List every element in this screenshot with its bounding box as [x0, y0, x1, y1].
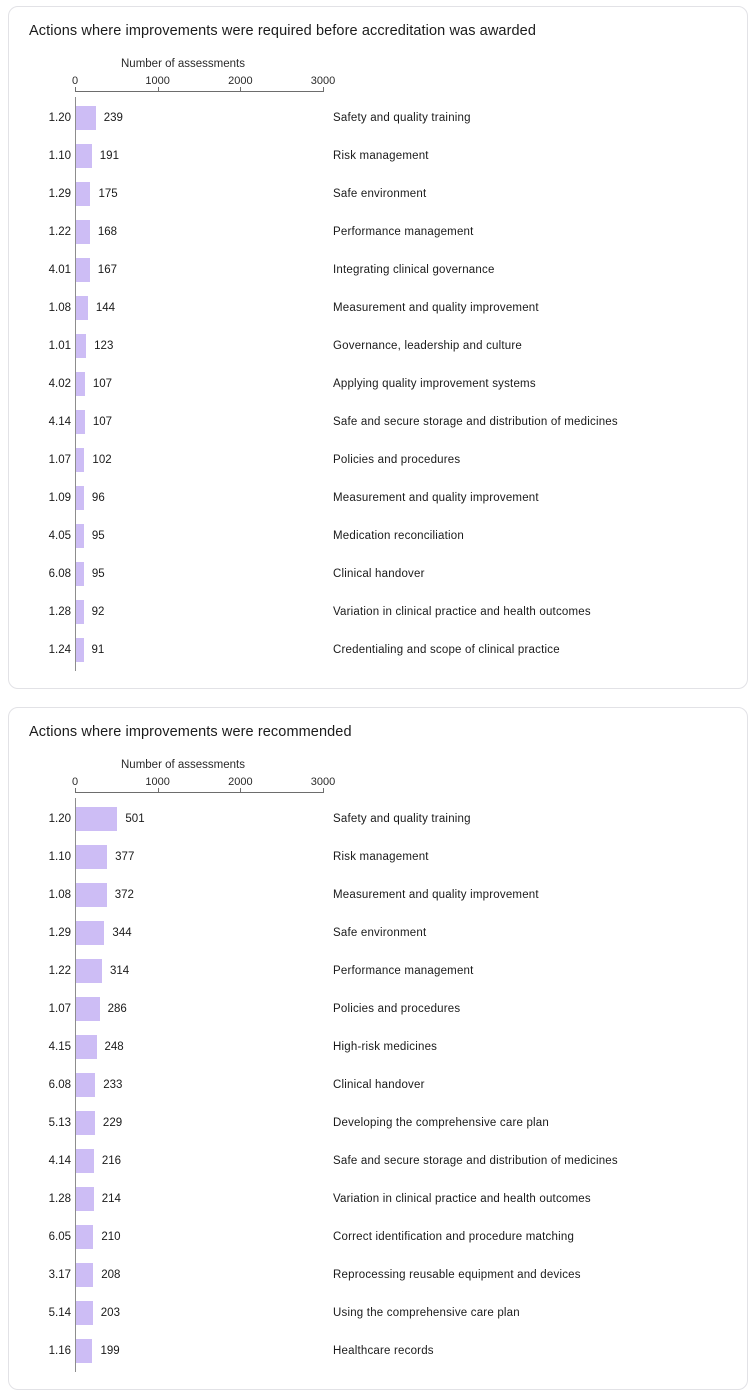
row-category-label: Measurement and quality improvement: [333, 889, 539, 901]
bar-value-label: 95: [91, 568, 105, 580]
x-axis-tick-label: 2000: [228, 75, 253, 87]
bar-row: [9, 1218, 747, 1256]
bar-value-label: 95: [91, 530, 105, 542]
bar: [76, 182, 90, 206]
row-code: 1.20: [48, 112, 71, 124]
bar-row: [9, 876, 747, 914]
bar: [76, 372, 85, 396]
bar: [76, 1339, 92, 1363]
bar-value-label: 314: [109, 965, 130, 977]
bar-value-label: 286: [107, 1003, 127, 1015]
row-category-label: Correct identification and procedure matching: [333, 1231, 575, 1243]
bar-track: [76, 448, 324, 472]
bar-value-label: 344: [112, 927, 132, 939]
bar-row: [9, 175, 747, 213]
bar-value-label: 377: [115, 851, 135, 863]
bar-value-label: 203: [100, 1307, 120, 1319]
bar-row: [9, 213, 747, 251]
x-axis-tick: [240, 87, 241, 92]
x-axis-title: Number of assessments: [121, 58, 245, 70]
bar: [76, 144, 92, 168]
bar: [76, 600, 84, 624]
row-code: 1.22: [48, 226, 71, 238]
bar-value-label: 123: [94, 340, 114, 352]
x-axis-tick-label: 3000: [310, 75, 336, 87]
bar-track: [76, 1263, 324, 1287]
panel-title: Actions where improvements were recommended: [29, 724, 352, 740]
row-code: 1.29: [48, 188, 71, 200]
row-code: 4.14: [48, 416, 71, 428]
bar: [76, 220, 90, 244]
bar-row: [9, 365, 747, 403]
row-category-label: Variation in clinical practice and health outcomes: [333, 1193, 591, 1205]
bar-track: [76, 1149, 324, 1173]
bar-track: [76, 997, 324, 1021]
bar-value-label: 167: [97, 264, 117, 276]
bar-row: [9, 631, 747, 669]
bar: [76, 258, 90, 282]
row-category-label: Measurement and quality improvement: [333, 492, 539, 504]
bar-row: [9, 800, 747, 838]
row-code: 1.09: [48, 492, 71, 504]
row-code: 1.10: [48, 150, 71, 162]
x-axis-tick: [75, 788, 76, 793]
row-code: 1.08: [48, 889, 71, 901]
bar: [76, 638, 84, 662]
bar: [76, 562, 84, 586]
row-code: 5.13: [48, 1117, 71, 1129]
bar-value-label: 248: [104, 1041, 124, 1053]
x-axis-tick-label: 0: [71, 776, 79, 788]
bar: [76, 921, 104, 945]
bar: [76, 296, 88, 320]
row-code: 4.14: [48, 1155, 71, 1167]
bar-row: [9, 403, 747, 441]
row-code: 6.08: [48, 1079, 71, 1091]
bar-row: [9, 1142, 747, 1180]
bar-row: [9, 327, 747, 365]
row-category-label: Medication reconciliation: [333, 530, 464, 542]
bar-value-label: 501: [125, 813, 145, 825]
bar-row: [9, 1104, 747, 1142]
bar-row: [9, 441, 747, 479]
bar-row: [9, 1180, 747, 1218]
row-category-label: Safe environment: [333, 927, 427, 939]
bar-track: [76, 258, 324, 282]
row-category-label: Risk management: [333, 851, 429, 863]
row-category-label: Healthcare records: [333, 1345, 434, 1357]
row-code: 6.08: [48, 568, 71, 580]
bar-value-label: 216: [101, 1155, 122, 1167]
bar: [76, 845, 107, 869]
bar-value-label: 91: [91, 644, 105, 656]
bar-track: [76, 334, 324, 358]
row-category-label: Performance management: [333, 226, 474, 238]
bar-row: [9, 479, 747, 517]
row-category-label: Variation in clinical practice and health outcomes: [333, 606, 591, 618]
bar-row: [9, 99, 747, 137]
x-axis-tick-label: 0: [71, 75, 79, 87]
chart-panel-recommended: [8, 707, 748, 1390]
bar: [76, 1225, 93, 1249]
row-category-label: Safety and quality training: [333, 813, 471, 825]
bar-row: [9, 1028, 747, 1066]
bar-value-label: 107: [92, 378, 113, 390]
row-category-label: Developing the comprehensive care plan: [333, 1117, 550, 1129]
row-category-label: Policies and procedures: [333, 454, 461, 466]
bar: [76, 1187, 94, 1211]
bar-value-label: 214: [101, 1193, 121, 1205]
bar-value-label: 233: [103, 1079, 123, 1091]
bar-track: [76, 845, 324, 869]
row-code: 1.20: [48, 813, 71, 825]
row-code: 4.02: [48, 378, 71, 390]
bar-value-label: 191: [99, 150, 119, 162]
bar-row: [9, 137, 747, 175]
bar: [76, 1149, 94, 1173]
bar-track: [76, 921, 324, 945]
bar: [76, 486, 84, 510]
row-code: 1.28: [48, 1193, 71, 1205]
bar-track: [76, 372, 324, 396]
bar-value-label: 175: [98, 188, 118, 200]
bar-value-label: 102: [92, 454, 112, 466]
bar-row: [9, 914, 747, 952]
bar: [76, 1035, 97, 1059]
row-category-label: Integrating clinical governance: [333, 264, 495, 276]
bar-value-label: 168: [97, 226, 118, 238]
row-category-label: High-risk medicines: [333, 1041, 438, 1053]
bar-value-label: 144: [95, 302, 116, 314]
bar: [76, 334, 86, 358]
bar-track: [76, 486, 324, 510]
row-category-label: Safe environment: [333, 188, 427, 200]
x-axis-tick-label: 3000: [310, 776, 336, 788]
bar-track: [76, 524, 324, 548]
bar-row: [9, 517, 747, 555]
bar-value-label: 199: [100, 1345, 120, 1357]
x-axis-tick-label: 2000: [228, 776, 253, 788]
bar-track: [76, 883, 324, 907]
x-axis-tick: [323, 788, 324, 793]
x-axis-tick: [75, 87, 76, 92]
bar-row: [9, 1294, 747, 1332]
row-category-label: Credentialing and scope of clinical practice: [333, 644, 560, 656]
bar-track: [76, 182, 324, 206]
y-axis-line: [75, 798, 76, 1372]
row-category-label: Clinical handover: [333, 568, 425, 580]
x-axis-line: [75, 792, 323, 793]
bar-track: [76, 638, 324, 662]
bar-row: [9, 1332, 747, 1370]
row-code: 3.17: [48, 1269, 71, 1281]
bar-track: [76, 410, 324, 434]
bar-track: [76, 807, 324, 831]
bar-row: [9, 593, 747, 631]
row-code: 1.22: [48, 965, 71, 977]
bar: [76, 106, 96, 130]
row-code: 1.10: [48, 851, 71, 863]
bar-row: [9, 555, 747, 593]
bar-track: [76, 220, 324, 244]
row-code: 1.28: [48, 606, 71, 618]
bar-track: [76, 1111, 324, 1135]
bar: [76, 883, 107, 907]
row-category-label: Risk management: [333, 150, 429, 162]
bar-track: [76, 562, 324, 586]
row-code: 1.24: [48, 644, 71, 656]
bar-track: [76, 296, 324, 320]
x-axis-tick: [158, 788, 159, 793]
bar-value-label: 210: [101, 1231, 121, 1243]
row-code: 4.05: [48, 530, 71, 542]
bar-value-label: 239: [103, 112, 123, 124]
bar-value-label: 107: [92, 416, 113, 428]
row-code: 4.01: [48, 264, 71, 276]
x-axis-line: [75, 91, 323, 92]
bar-row: [9, 251, 747, 289]
x-axis-tick: [158, 87, 159, 92]
bar-row: [9, 952, 747, 990]
bar-value-label: 96: [91, 492, 105, 504]
bar-value-label: 229: [102, 1117, 123, 1129]
row-category-label: Using the comprehensive care plan: [333, 1307, 520, 1319]
bar-track: [76, 1035, 324, 1059]
row-code: 1.29: [48, 927, 71, 939]
row-code: 1.08: [48, 302, 71, 314]
row-code: 4.15: [48, 1041, 71, 1053]
row-code: 1.16: [48, 1345, 71, 1357]
x-axis-title: Number of assessments: [121, 759, 245, 771]
row-category-label: Safe and secure storage and distribution of medicines: [333, 416, 618, 428]
bar: [76, 807, 117, 831]
row-code: 5.14: [48, 1307, 71, 1319]
row-category-label: Performance management: [333, 965, 474, 977]
bar-value-label: 372: [114, 889, 134, 901]
row-category-label: Measurement and quality improvement: [333, 302, 539, 314]
row-code: 1.07: [48, 1003, 71, 1015]
bar-track: [76, 1187, 324, 1211]
bar: [76, 997, 100, 1021]
bar: [76, 1111, 95, 1135]
bar-value-label: 208: [101, 1269, 121, 1281]
bar-track: [76, 959, 324, 983]
row-category-label: Governance, leadership and culture: [333, 340, 522, 352]
bar-track: [76, 1073, 324, 1097]
bar-track: [76, 106, 324, 130]
bar-track: [76, 1225, 324, 1249]
row-code: 1.01: [48, 340, 71, 352]
y-axis-line: [75, 97, 76, 671]
bar-value-label: 92: [91, 606, 105, 618]
bar-row: [9, 289, 747, 327]
x-axis-tick: [323, 87, 324, 92]
bar-row: [9, 1066, 747, 1104]
bar-row: [9, 1256, 747, 1294]
row-category-label: Policies and procedures: [333, 1003, 461, 1015]
bar-row: [9, 838, 747, 876]
row-category-label: Reprocessing reusable equipment and devices: [333, 1269, 581, 1281]
bar-track: [76, 600, 324, 624]
bar: [76, 1301, 93, 1325]
x-axis-tick-label: 1000: [145, 776, 170, 788]
bar-track: [76, 1301, 324, 1325]
bar-track: [76, 144, 324, 168]
row-code: 6.05: [48, 1231, 71, 1243]
panel-title: Actions where improvements were required before accreditation was awarded: [29, 23, 536, 39]
x-axis-tick-label: 1000: [145, 75, 170, 87]
bar: [76, 410, 85, 434]
row-code: 1.07: [48, 454, 71, 466]
x-axis-tick: [240, 788, 241, 793]
chart-panel-required: [8, 6, 748, 689]
row-category-label: Applying quality improvement systems: [333, 378, 536, 390]
bar: [76, 1263, 93, 1287]
row-category-label: Safe and secure storage and distribution of medicines: [333, 1155, 618, 1167]
bar-track: [76, 1339, 324, 1363]
row-category-label: Safety and quality training: [333, 112, 471, 124]
bar: [76, 448, 84, 472]
bar: [76, 1073, 95, 1097]
bar-row: [9, 990, 747, 1028]
bar: [76, 524, 84, 548]
bar: [76, 959, 102, 983]
row-category-label: Clinical handover: [333, 1079, 425, 1091]
